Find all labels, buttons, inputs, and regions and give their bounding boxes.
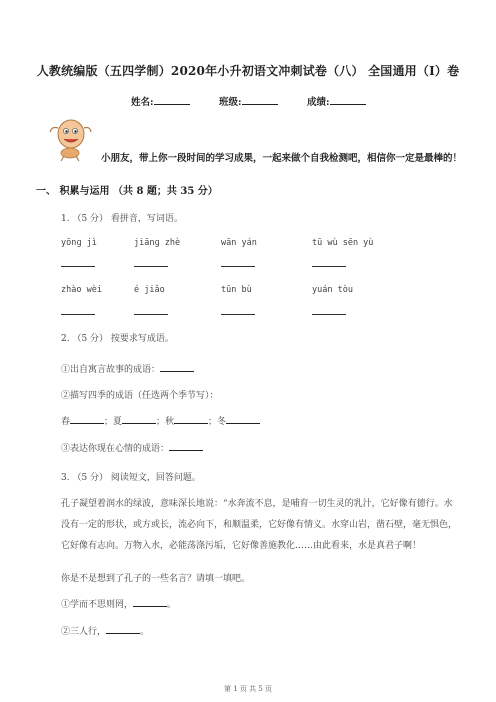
question-1-header: 1. （5 分） 看拼音，写词语。: [61, 214, 183, 224]
answer-blank[interactable]: [221, 314, 255, 315]
question-3-item-1: [61, 597, 176, 610]
pinyin-4: tū wù sēn yù: [312, 238, 374, 248]
answer-blank[interactable]: [122, 423, 156, 424]
period: 。: [140, 627, 150, 637]
answer-blank[interactable]: [106, 633, 140, 634]
pinyin-5: zhào wèi: [61, 285, 102, 295]
answer-blank[interactable]: [226, 423, 260, 424]
question-2-item-1: [61, 362, 194, 375]
pinyin-8: yuán tòu: [312, 285, 353, 295]
item-text: ②三人行，: [61, 627, 107, 637]
question-2-header: 2. （5 分） 按要求写成语。: [61, 334, 174, 344]
item-text: ③表达你现在心情的成语：: [61, 444, 170, 454]
score-blank[interactable]: [330, 104, 366, 105]
pinyin-7: tūn bù: [221, 285, 252, 295]
class-blank[interactable]: [242, 104, 278, 105]
section-heading: 一、 积累与运用 （共 8 题；共 35 分）: [36, 186, 218, 197]
answer-blank[interactable]: [312, 314, 346, 315]
name-blank[interactable]: [154, 104, 190, 105]
answer-blank[interactable]: [174, 423, 208, 424]
answer-blank[interactable]: [221, 266, 255, 267]
answer-blank[interactable]: [133, 606, 167, 607]
answer-blank[interactable]: [169, 450, 203, 451]
class-field: [219, 94, 278, 108]
answer-blank[interactable]: [61, 314, 95, 315]
score-label: 成绩:: [307, 97, 330, 108]
page-title: 人教统编版（五四学制）2020年小升初语文冲刺试卷（八） 全国通用（I）卷: [36, 64, 460, 78]
season-label: ；冬: [208, 417, 227, 427]
pinyin-1: yōnɡ jì: [61, 238, 97, 248]
question-3-header: 3. （5 分） 阅读短文，回答问题。: [61, 473, 201, 483]
name-label: 姓名:: [131, 97, 154, 108]
question-2-item-3: [61, 441, 203, 454]
reading-passage: 孔子凝望着润水的绿波，意味深长地说：“水奔流不息，是哺育一切生灵的乳汁，它好像有德行。水没有一定的形状，或方或长，流必向下，和顺温柔，它好像有情义。水穿山岩，凿石壁，毫无惧色，它好像有志向。万物入水，必能荡涤污垢，它好像善施教化……由此看来，水是真君子啊！: [61, 499, 458, 551]
season-label: ；秋: [156, 417, 175, 427]
question-3-prompt: 你是不是想到了孔子的一些名言？请填一填吧。: [61, 574, 251, 584]
answer-blank[interactable]: [312, 266, 346, 267]
period: 。: [167, 600, 177, 610]
item-text: ①出自寓言故事的成语：: [61, 365, 161, 375]
season-blanks: [61, 414, 260, 427]
answer-blank[interactable]: [61, 266, 95, 267]
season-label: ；夏: [104, 417, 123, 427]
page-footer: 第 1 页 共 5 页: [223, 685, 273, 693]
class-label: 班级:: [219, 97, 242, 108]
answer-blank[interactable]: [134, 314, 168, 315]
item-text: ①学而不思则罔，: [61, 600, 134, 610]
mascot-icon: [44, 112, 94, 162]
answer-blank[interactable]: [160, 371, 194, 372]
question-3-item-2: [61, 624, 149, 637]
name-field: [131, 94, 190, 108]
question-2-item-2: ②描写四季的成语（任选两个季节写）：: [61, 391, 219, 401]
pinyin-3: wān yán: [221, 238, 257, 248]
pinyin-2: jiānɡ zhè: [134, 238, 181, 248]
season-label: 春: [61, 417, 71, 427]
intro-text: 小朋友，带上你一段时间的学习成果，一起来做个自我检测吧，相信你一定是最棒的！: [101, 153, 463, 164]
answer-blank[interactable]: [70, 423, 104, 424]
answer-blank[interactable]: [134, 266, 168, 267]
score-field: [307, 94, 366, 108]
pinyin-6: é jiǎo: [134, 285, 165, 295]
